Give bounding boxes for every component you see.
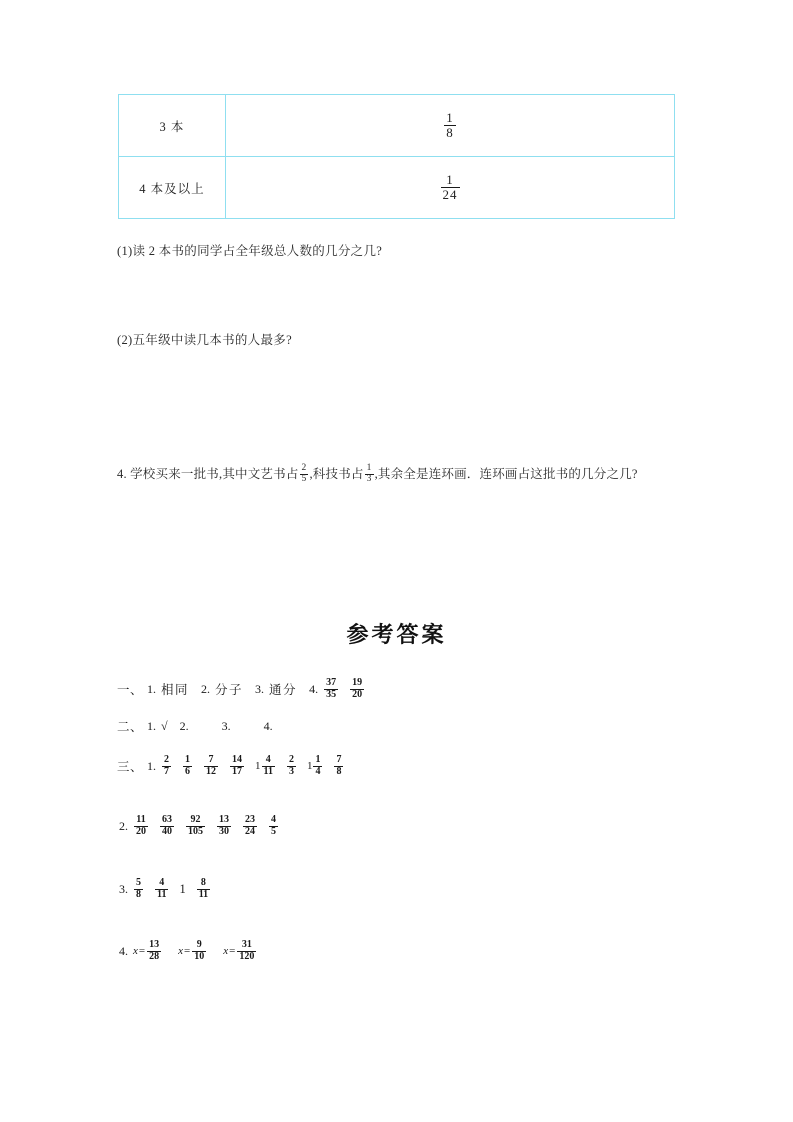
question-4 (117, 452, 677, 497)
answer-fraction-37-35: $\frac{37}{35}$ (326, 677, 337, 700)
answer-fraction-5-8: $\frac{5}{8}$ (136, 877, 141, 900)
reading-stats-table (118, 94, 675, 219)
item-index: 3. (255, 681, 265, 696)
answer-section-3-item-4 (119, 940, 273, 962)
answer-fraction-13-30: $\frac{13}{30}$ (219, 814, 229, 837)
item-index: 1. (147, 758, 157, 773)
item-index: 2. (119, 818, 128, 833)
answer-mixed-1-1-4: 1 $\frac{1}{4}$ (306, 754, 321, 777)
question-4-text-part4: 几? (619, 467, 638, 481)
item-index: 3. (119, 881, 128, 896)
variable-x: x (178, 945, 183, 957)
answer-fraction-4-5: $\frac{4}{5}$ (271, 814, 276, 837)
section-2-marker: 二、 (117, 720, 144, 734)
answers-title: 参考答案 (346, 623, 447, 648)
row-label-3-books: 3 本 (119, 95, 226, 157)
answer-fraction-2-3: $\frac{2}{3}$ (288, 754, 294, 777)
answer-1-3: 通分 (269, 683, 298, 697)
answer-value-one: 1 (179, 881, 186, 896)
answer-fraction-2-7: $\frac{2}{7}$ (164, 754, 170, 777)
answer-section-3-item-1 (117, 755, 344, 777)
answer-fraction-1-6: $\frac{1}{6}$ (185, 754, 191, 777)
equation-x-31-120 (223, 940, 257, 962)
equals-sign: = (138, 945, 146, 957)
answer-section-1 (117, 678, 365, 700)
item-index: 2. (201, 681, 211, 696)
answer-fraction-4-11: $\frac{4}{11}$ (157, 877, 167, 900)
row-value-4-books-plus (226, 157, 675, 219)
fraction-part: $\frac{4}{11}$ (263, 754, 273, 777)
answer-mixed-1-4-11: 1 $\frac{4}{11}$ (255, 754, 273, 777)
row-value-3-books (226, 95, 675, 157)
answer-fraction-19-20: $\frac{19}{20}$ (352, 677, 363, 700)
answer-fraction-11-20: $\frac{11}{20}$ (136, 814, 146, 837)
answer-section-3-item-3 (119, 878, 211, 900)
answer-fraction-7-8: $\frac{7}{8}$ (336, 754, 342, 777)
answer-fraction-63-40: $\frac{63}{40}$ (162, 814, 172, 837)
item-index: 1. (147, 718, 157, 733)
table-row (119, 157, 675, 219)
question-3-sub1: (1)读 2 本书的同学占全年级总人数的几分之几? (117, 244, 383, 258)
section-1-marker: 一、 (117, 683, 144, 697)
answer-fraction-14-17: $\frac{14}{17}$ (232, 754, 243, 777)
item-index: 4. (309, 681, 319, 696)
fraction-1-8: $\frac{1}{8}$ (446, 110, 454, 140)
equals-sign: = (229, 945, 236, 957)
item-index: 3. (221, 718, 231, 733)
table-row (119, 95, 675, 157)
item-index: 1. (147, 681, 157, 696)
fraction-part: $\frac{1}{4}$ (315, 754, 321, 777)
question-3-sub2: (2)五年级中读几本书的人最多? (117, 333, 292, 347)
answer-fraction-8-11: $\frac{8}{11}$ (198, 877, 209, 900)
row-label-4-books-plus: 4 本及以上 (119, 157, 226, 219)
equation-x-13-28 (133, 940, 162, 962)
question-4-text-part2: ,科技书占 (309, 467, 364, 481)
answer-fraction-23-24: $\frac{23}{24}$ (245, 814, 255, 837)
answer-fraction-7-12: $\frac{7}{12}$ (206, 754, 217, 777)
variable-x: x (223, 945, 229, 957)
item-index: 4. (263, 718, 273, 733)
answer-1-2: 分子 (215, 683, 244, 697)
fraction-part: $\frac{9}{10}$ (194, 939, 205, 962)
answer-fraction-92-105: $\frac{92}{105}$ (188, 814, 203, 837)
fraction-part: $\frac{13}{28}$ (149, 939, 160, 962)
equals-sign: = (184, 945, 191, 957)
fraction-part: $\frac{31}{120}$ (239, 939, 255, 962)
answer-2-1-mark: √ (161, 718, 168, 733)
answer-1-1: 相同 (161, 683, 190, 697)
question-4-text-part1: 4. 学校买来一批书,其中文艺书占 (117, 467, 299, 481)
fraction-1-3: $\frac{1}{3}$ (366, 463, 372, 485)
section-3-marker: 三、 (117, 760, 144, 774)
item-index: 2. (179, 718, 189, 733)
fraction-2-5: $\frac{2}{5}$ (301, 463, 307, 485)
question-4-text-part3: ,其余全是连环画．连环画占这批书的几分之 (374, 467, 620, 481)
variable-x: x (133, 945, 138, 957)
equation-x-9-10 (178, 940, 207, 962)
fraction-1-24: $\frac{1}{24}$ (442, 172, 458, 202)
item-index: 4. (119, 943, 128, 958)
answer-section-2 (117, 717, 306, 735)
answer-section-3-item-2 (119, 815, 279, 837)
table-body (119, 95, 675, 219)
